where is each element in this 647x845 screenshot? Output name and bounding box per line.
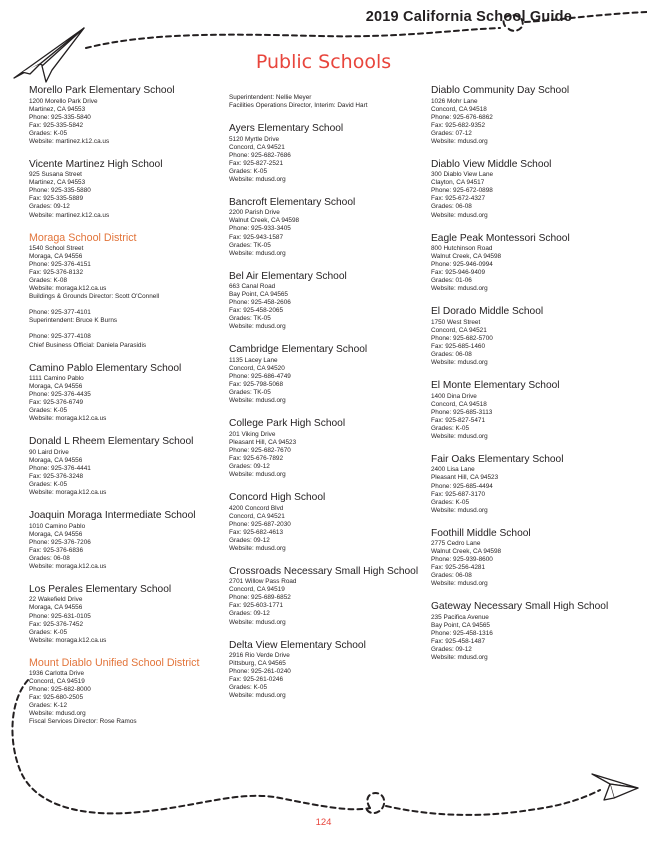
fax-line: Fax: 925-798-5068 <box>229 381 284 389</box>
detail-line: Fiscal Services Director: Rose Ramos <box>29 718 137 726</box>
website-line: Website: mdusd.org <box>229 249 286 257</box>
fax-line: Fax: 925-458-2065 <box>229 307 284 315</box>
school-entry <box>29 510 224 571</box>
grades-line: Grades: K-05 <box>29 407 68 415</box>
fax-line: Fax: 925-946-9409 <box>431 269 486 277</box>
fax-line: Fax: 925-376-3248 <box>29 473 84 480</box>
website-line: Website: mdusd.org <box>431 137 488 145</box>
grades-line: Grades: K-05 <box>29 481 68 489</box>
detail-line: Moraga, CA 94556 <box>29 383 83 391</box>
detail-line: 663 Canal Road <box>229 283 276 291</box>
fax-line: Fax: 925-680-2505 <box>29 694 84 702</box>
school-name: Delta View Elementary School <box>229 639 366 651</box>
detail-line: Concord, CA 94521 <box>431 326 487 334</box>
school-name: Vicente Martinez High School <box>29 158 163 170</box>
detail-line: 2400 Lisa Lane <box>431 466 475 474</box>
detail-line: Buildings & Grounds Director: Scott O'Connell <box>29 293 160 301</box>
website-line: Website: mdusd.org <box>431 359 488 367</box>
fax-line: Fax: 925-685-1460 <box>431 342 486 350</box>
grades-line: Grades: K-05 <box>431 498 470 506</box>
detail-line: Concord, CA 94521 <box>229 512 285 520</box>
school-entry <box>229 271 424 332</box>
grades-line: Grades: 09-12 <box>431 646 472 654</box>
detail-line: 2701 Willow Pass Road <box>229 578 297 586</box>
school-entry <box>431 159 631 220</box>
detail-line: Concord, CA 94521 <box>229 143 285 151</box>
school-name: College Park High School <box>229 418 346 430</box>
detail-line: Pleasant Hill, CA 94523 <box>229 438 297 446</box>
detail-line: Concord, CA 94519 <box>229 586 285 594</box>
phone-line: Phone: 925-335-5880 <box>29 187 91 195</box>
detail-line: 1750 West Street <box>431 318 481 326</box>
fax-line: Fax: 925-682-4613 <box>229 528 284 536</box>
website-line: Website: moraga.k12.ca.us <box>29 415 107 423</box>
fax-line: Fax: 925-687-3170 <box>431 490 486 498</box>
website-line: Website: mdusd.org <box>431 285 488 293</box>
school-name: Eagle Peak Montessori School <box>431 232 570 244</box>
phone-line: Phone: 925-686-4749 <box>229 373 291 381</box>
detail-line: Pittsburg, CA 94565 <box>229 660 286 668</box>
school-entry <box>431 306 631 367</box>
school-name: Diablo View Middle School <box>431 158 552 170</box>
district-name: Moraga School District <box>29 231 137 244</box>
website-line: Website: moraga.k12.ca.us <box>29 285 107 293</box>
grades-line: Grades: TK-05 <box>229 389 271 397</box>
fax-line: Fax: 925-261-0246 <box>229 676 284 684</box>
detail-line: 800 Hutchinson Road <box>431 245 493 253</box>
detail-line: 2775 Cedro Lane <box>431 540 481 548</box>
phone-line: Phone: 925-672-0898 <box>431 187 493 195</box>
website-line: Website: mdusd.org <box>229 544 286 552</box>
fax-line: Fax: 925-603-1771 <box>229 602 284 610</box>
school-entry <box>431 233 631 294</box>
school-name: Morello Park Elementary School <box>29 85 175 96</box>
detail-line: 2200 Parish Drive <box>229 209 280 217</box>
phone-line: Phone: 925-689-6852 <box>229 594 291 602</box>
grades-line: Grades: 06-08 <box>431 203 472 211</box>
detail-line: 1400 Dina Drive <box>431 392 477 400</box>
detail-line: Martinez, CA 94553 <box>29 179 86 187</box>
detail-line: 1010 Camino Pablo <box>29 522 86 530</box>
detail-line: Moraga, CA 94556 <box>29 604 83 612</box>
phone-line: Phone: 925-376-4435 <box>29 391 91 399</box>
school-name: Joaquin Moraga Intermediate School <box>29 510 196 522</box>
detail-line: 1936 Carlotta Drive <box>29 670 85 678</box>
grades-line: Grades: 01-06 <box>431 277 472 285</box>
detail-line: Clayton, CA 94517 <box>431 179 485 187</box>
phone-line: Phone: 925-682-7686 <box>229 151 291 159</box>
grades-line: Grades: K-05 <box>431 424 470 432</box>
district-entry <box>29 658 224 727</box>
page-title: 2019 California School Guide <box>365 9 572 25</box>
website-line: Website: mdusd.org <box>229 692 286 700</box>
school-name: Ayers Elementary School <box>229 123 344 135</box>
phone-line: Phone: 925-933-3405 <box>229 225 291 233</box>
grades-line: Grades: 09-12 <box>229 536 270 544</box>
website-line: Website: martinez.k12.ca.us <box>29 137 110 145</box>
detail-line: Martinez, CA 94553 <box>29 105 86 113</box>
phone-line: Phone: 925-376-7206 <box>29 538 91 546</box>
phone-line: Phone: 925-682-7670 <box>229 446 291 454</box>
phone-line: Phone: 925-939-8600 <box>431 556 493 564</box>
phone-line: Phone: 925-631-0105 <box>29 612 91 620</box>
fax-line: Fax: 925-335-5889 <box>29 195 84 203</box>
page-number: 124 <box>315 817 332 828</box>
detail-line: Concord, CA 94520 <box>229 364 285 372</box>
school-entry <box>29 85 224 146</box>
phone-line: Phone: 925-376-4151 <box>29 261 91 269</box>
fax-line: Fax: 925-682-9352 <box>431 121 486 129</box>
detail-line: Bay Point, CA 94565 <box>229 291 288 299</box>
school-name: Los Perales Elementary School <box>29 583 172 595</box>
detail-line: Pleasant Hill, CA 94523 <box>431 474 499 482</box>
school-entry <box>431 528 631 589</box>
school-name: Camino Pablo Elementary School <box>29 362 182 374</box>
school-entry <box>431 601 631 662</box>
website-line: Website: mdusd.org <box>431 432 488 440</box>
school-entry <box>431 85 631 146</box>
school-name: Cambridge Elementary School <box>229 344 368 356</box>
school-name: Bel Air Elementary School <box>229 270 347 282</box>
school-name: Bancroft Elementary School <box>229 196 356 208</box>
detail-line: 22 Wakefield Drive <box>29 596 83 604</box>
fax-line: Fax: 925-376-6749 <box>29 399 84 407</box>
detail-line: 2916 Rio Verde Drive <box>229 652 290 660</box>
phone-line: Phone: 925-685-3113 <box>431 408 493 416</box>
grades-line: Grades: 09-12 <box>229 462 270 470</box>
detail-line: 300 Diablo View Lane <box>431 171 494 179</box>
school-entry <box>29 584 224 645</box>
school-entry <box>431 454 631 515</box>
grades-line: Grades: 06-08 <box>29 554 70 562</box>
school-name: Fair Oaks Elementary School <box>431 453 564 465</box>
phone-line: Phone: 925-687-2030 <box>229 520 291 528</box>
section-title: Public Schools <box>255 51 392 73</box>
school-name: El Monte Elementary School <box>431 380 560 392</box>
website-line: Website: moraga.k12.ca.us <box>29 636 107 644</box>
school-name: Diablo Community Day School <box>431 85 570 96</box>
school-entry <box>229 418 424 479</box>
grades-line: Grades: 09-12 <box>29 203 70 211</box>
detail-line: Moraga, CA 94556 <box>29 253 83 261</box>
school-name: Concord High School <box>229 492 326 503</box>
spacer <box>29 301 224 309</box>
detail-line: Concord, CA 94518 <box>431 400 487 408</box>
fax-line: Fax: 925-335-5842 <box>29 121 84 129</box>
fax-line: Fax: 925-943-1587 <box>229 233 284 241</box>
grades-line: Grades: TK-05 <box>229 241 271 249</box>
detail-line: 90 Laird Drive <box>29 448 69 456</box>
detail-line: Moraga, CA 94556 <box>29 456 83 464</box>
phone-line: Phone: 925-458-2606 <box>229 299 291 307</box>
phone-line: Phone: 925-682-5700 <box>431 334 493 342</box>
detail-line: 1540 School Street <box>29 245 84 253</box>
phone-line: Phone: 925-946-0994 <box>431 261 493 269</box>
grades-line: Grades: 06-08 <box>431 351 472 359</box>
website-line: Website: mdusd.org <box>431 580 488 588</box>
detail-line: 5120 Myrtle Drive <box>229 135 280 143</box>
website-line: Website: mdusd.org <box>229 470 286 478</box>
detail-line: Concord, CA 94519 <box>29 678 85 686</box>
spacer <box>29 325 224 333</box>
school-entry <box>229 566 424 627</box>
detail-line: Walnut Creek, CA 94598 <box>229 217 300 225</box>
detail-line: Walnut Creek, CA 94598 <box>431 548 502 556</box>
website-line: Website: mdusd.org <box>431 654 488 662</box>
website-line: Website: mdusd.org <box>229 323 286 331</box>
website-line: Website: mdusd.org <box>229 618 286 626</box>
website-line: Website: moraga.k12.ca.us <box>29 562 107 570</box>
fax-line: Fax: 925-676-7892 <box>229 454 284 462</box>
detail-line: 1026 Mohr Lane <box>431 97 478 105</box>
school-name: Donald L Rheem Elementary School <box>29 436 194 448</box>
fax-line: Fax: 925-376-6836 <box>29 546 84 554</box>
detail-line: Superintendent: Nellie Meyer <box>229 94 312 101</box>
detail-line: 235 Pacifica Avenue <box>431 613 489 621</box>
phone-line: Phone: 925-682-8000 <box>29 686 91 694</box>
detail-line: Moraga, CA 94556 <box>29 530 83 538</box>
grades-line: Grades: 06-08 <box>431 572 472 580</box>
detail-line: 1111 Camino Pablo <box>29 375 84 383</box>
fax-line: Fax: 925-672-4327 <box>431 195 486 203</box>
detail-line: Walnut Creek, CA 94598 <box>431 253 502 261</box>
detail-line: Superintendent: Bruce K Burns <box>29 317 118 325</box>
website-line: Website: moraga.k12.ca.us <box>29 489 107 497</box>
school-name: Gateway Necessary Small High School <box>431 601 609 613</box>
district-entry <box>29 233 224 350</box>
school-entry <box>29 436 224 497</box>
column-2 <box>229 94 424 713</box>
school-entry <box>229 123 424 184</box>
grades-line: Grades: TK-05 <box>229 315 271 323</box>
fax-line: Fax: 925-827-2521 <box>229 159 284 167</box>
detail-line: Chief Business Official: Daniela Parasidis <box>29 341 147 349</box>
website-line: Website: mdusd.org <box>431 506 488 514</box>
detail-line: 1135 Lacey Lane <box>229 356 278 364</box>
school-name: Foothill Middle School <box>431 527 531 539</box>
fax-line: Fax: 925-458-1487 <box>431 638 486 646</box>
grades-line: Grades: 07-12 <box>431 129 472 137</box>
website-line: Website: mdusd.org <box>431 211 488 219</box>
phone-line: Phone: 925-377-4101 <box>29 309 91 317</box>
phone-line: Phone: 925-676-6862 <box>431 113 493 121</box>
phone-line: Phone: 925-335-5840 <box>29 113 91 121</box>
district-name: Mount Diablo Unified School District <box>29 656 200 669</box>
detail-line: 201 Viking Drive <box>229 430 276 438</box>
website-line: Website: martinez.k12.ca.us <box>29 211 110 219</box>
school-entry <box>431 380 631 441</box>
detail-line: 925 Susana Street <box>29 171 82 179</box>
phone-line: Phone: 925-458-1316 <box>431 630 493 638</box>
website-line: Website: mdusd.org <box>229 175 286 183</box>
school-entry <box>229 492 424 553</box>
grades-line: Grades: K-12 <box>29 702 68 710</box>
phone-line: Phone: 925-376-4441 <box>29 464 91 472</box>
fax-line: Fax: 925-376-7452 <box>29 620 84 628</box>
detail-line: 1200 Morello Park Drive <box>29 97 98 105</box>
school-entry <box>29 159 224 220</box>
grades-line: Grades: K-08 <box>29 277 68 285</box>
school-name: El Dorado Middle School <box>431 306 544 318</box>
fax-line: Fax: 925-376-8132 <box>29 269 84 277</box>
school-entry <box>29 363 224 424</box>
fax-line: Fax: 925-256-4281 <box>431 564 486 572</box>
grades-line: Grades: K-05 <box>29 628 68 636</box>
phone-line: Phone: 925-261-0240 <box>229 668 291 676</box>
detail-line: Bay Point, CA 94565 <box>431 622 490 630</box>
phone-line: Phone: 925-685-4494 <box>431 482 493 490</box>
grades-line: Grades: 09-12 <box>229 610 270 618</box>
detail-line: 4200 Concord Blvd <box>229 504 284 512</box>
website-line: Website: mdusd.org <box>229 397 286 405</box>
grades-line: Grades: K-05 <box>229 167 268 175</box>
website-line: Website: mdusd.org <box>29 710 86 718</box>
column-3 <box>431 85 631 675</box>
detail-line: Facilities Operations Director, Interim: David Hart <box>229 102 368 110</box>
detail-line: Concord, CA 94518 <box>431 105 487 113</box>
school-entry <box>229 344 424 405</box>
column-1 <box>29 85 224 740</box>
school-name: Crossroads Necessary Small High School <box>229 565 419 577</box>
grades-line: Grades: K-05 <box>229 684 268 692</box>
grades-line: Grades: K-05 <box>29 129 68 137</box>
school-entry <box>229 94 424 110</box>
fax-line: Fax: 925-827-5471 <box>431 416 486 424</box>
phone-line: Phone: 925-377-4108 <box>29 333 91 341</box>
school-entry <box>229 197 424 258</box>
school-entry <box>229 640 424 701</box>
